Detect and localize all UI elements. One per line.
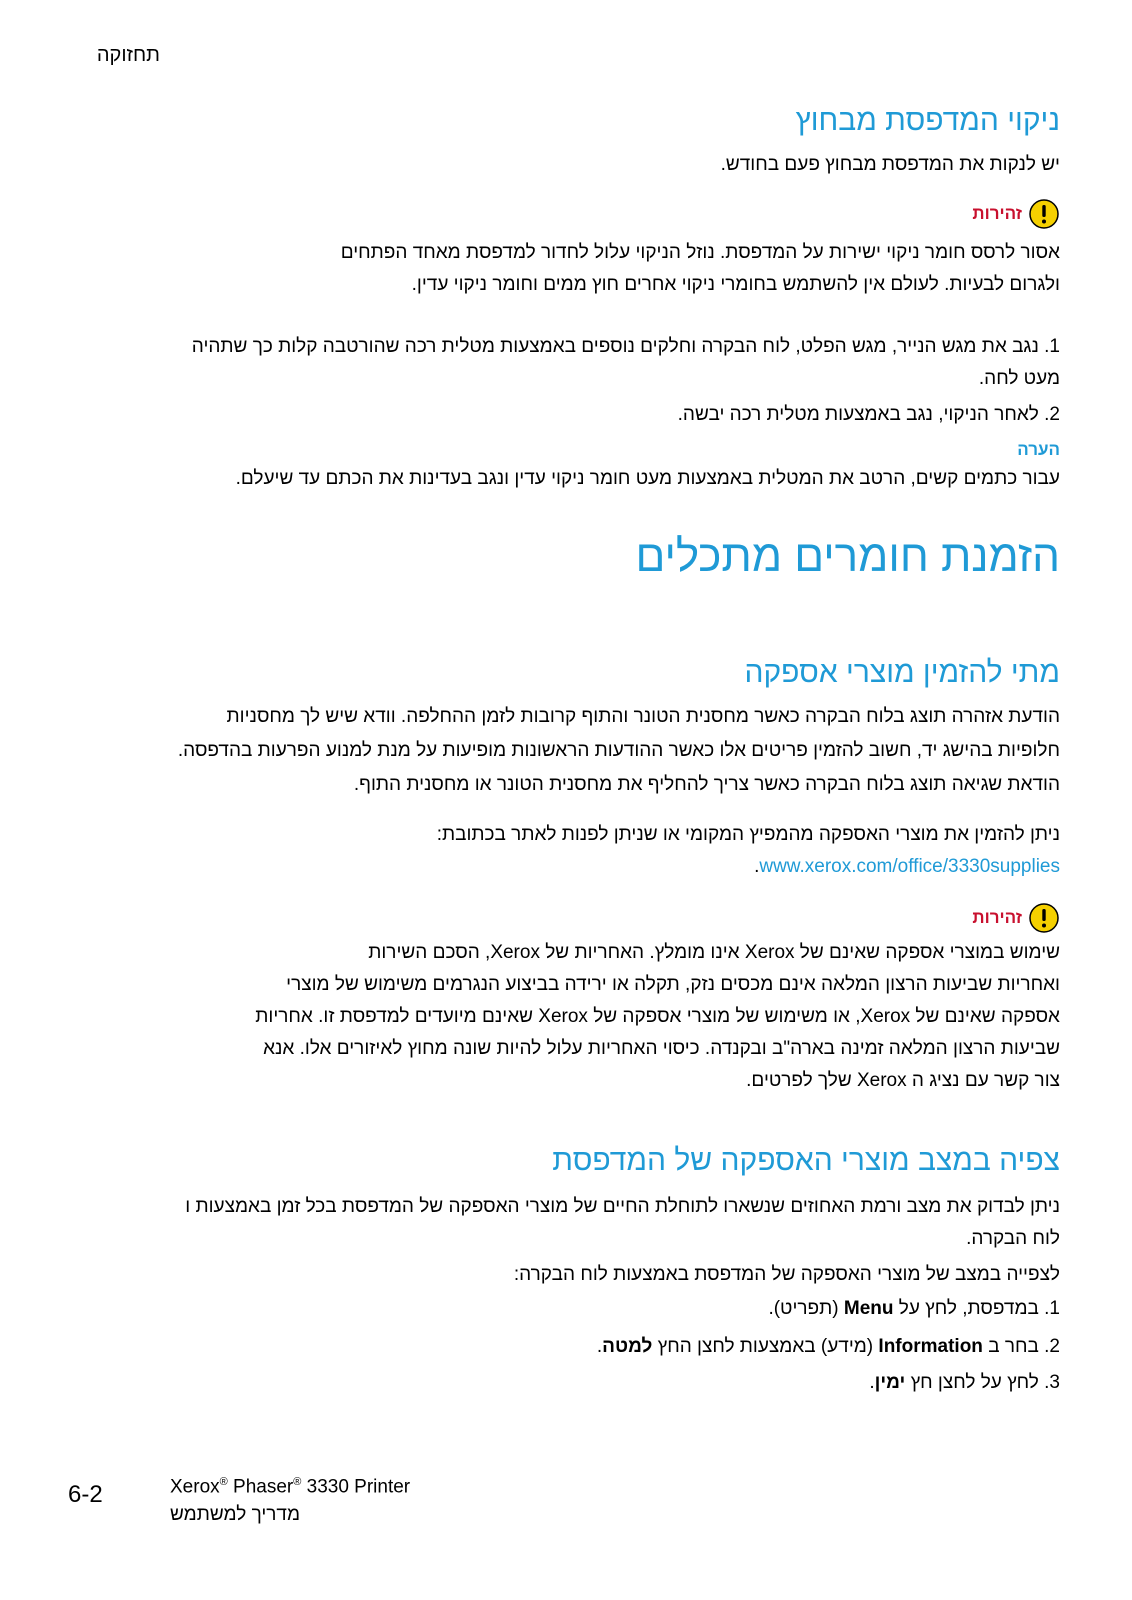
status-text: לוח הבקרה. [966,1228,1060,1249]
down-arrow-label: למטה [602,1336,653,1357]
ordering-order-text: ניתן להזמין את מוצרי האספקה מהמפיץ המקומי או שניתן לפנות לאתר בכתובת: [436,824,1060,845]
cleaning-note-text: עבור כתמים קשים, הרטב את המטלית באמצעות מעט חומר ניקוי עדין ונגב בעדינות את הכתם עד שיעלם. [235,468,1060,489]
registered-mark: ® [293,1476,302,1488]
warning-icon [1028,198,1060,230]
ordering-warning-line: שימוש במוצרי אספקה שאינם של Xerox אינו מומלץ. האחריות של Xerox, הסכם השירות [368,942,1060,963]
status-step-2 [70,1330,1060,1364]
right-arrow-label: ימין [874,1372,906,1393]
page-number: 6-2 [68,1481,103,1508]
registered-mark: ® [219,1476,228,1488]
cleaning-warning-line: אסור לרסס חומר ניקוי ישירות על המדפסת. נוזל הניקוי עלול לחדור למדפסת מאחד הפתחים [340,242,1060,263]
ordering-warning-line: צור קשר עם נציג ה Xerox שלך לפרטים. [746,1070,1060,1091]
step-text: . [869,1372,875,1393]
step-text: 1. במדפסת, לחץ על [893,1298,1060,1319]
cleaning-step-1-cont: מעט לחה. [978,368,1060,389]
ordering-warning-line: אספקה שאינם של Xerox, או משימוש של מוצרי אספקה של Xerox שאינם מיועדים למדפסת זו. אחריות [255,1006,1060,1027]
section-title-cleaning: ניקוי המדפסת מבחוץ [795,104,1060,137]
footer-brand: Xerox [170,1476,220,1498]
ordering-text: חלופיות בהישג יד, חשוב להזמין פריטים אלו כאשר ההודעות הראשונות מופיעות על מנת למנוע הפרעות בהדפסה. [177,740,1060,761]
cleaning-step-2: 2. לאחר הניקוי, נגב באמצעות מטלית רכה יבשה. [677,404,1060,425]
warning-icon [1028,902,1060,934]
ordering-warning-line: ואחריות שביעות הרצון המלאה אינם מכסים נזק, תקלה או ירידה בביצוע הנגרמים משימוש של מוצרי [286,974,1060,995]
cleaning-intro: יש לנקות את המדפסת מבחוץ פעם בחודש. [720,154,1060,175]
status-text: ניתן לבדוק את מצב ורמת האחוזים שנשארו לתוחלת החיים של מוצרי האספקה של המדפסת בכל זמן באמצעות ו [185,1196,1060,1217]
chapter-title: הזמנת חומרים מתכלים [635,532,1060,581]
status-step-3 [70,1366,1060,1400]
menu-key-label: Menu [843,1298,894,1319]
ordering-warning-line: שביעות הרצון המלאה זמינה בארה"ב ובקנדה. כיסוי האחריות עלול להיות שונה מחוץ לאיזורים אלו. אנא [263,1038,1060,1059]
footer-subtitle: מדריך למשתמש [170,1504,301,1525]
warning-label: זהירות [972,204,1022,223]
link-suffix: . [754,856,760,877]
cleaning-step-1: 1. נגב את מגש הנייר, מגש הפלט, לוח הבקרה וחלקים נוספים באמצעות מטלית רכה שהורטבה קלות כך שתהיה [191,336,1060,357]
section-title-status: צפיה במצב מוצרי האספקה של המדפסת [552,1144,1060,1177]
note-label: הערה [1017,440,1060,459]
step-text: . [596,1336,603,1357]
section-title-ordering: מתי להזמין מוצרי אספקה [744,656,1060,689]
footer-model: 3330 Printer [306,1476,411,1498]
ordering-text: הודעת אזהרה תוצג בלוח הבקרה כאשר מחסנית הטונר והתוף קרובות לזמן ההחלפה. וודא שיש לך מחסניות [226,706,1060,727]
step-text: 3. לחץ על לחצן חץ [905,1372,1060,1393]
cleaning-warning-line: ולגרום לבעיות. לעולם אין להשתמש בחומרי ניקוי אחרים חוץ ממים וחומר ניקוי עדין. [411,274,1060,295]
ordering-text: הודאת שגיאה תוצג בלוח הבקרה כאשר צריך להחליף את מחסנית הטונר או מחסנית התוף. [353,774,1060,795]
step-text: (תפריט). [768,1298,844,1319]
ordering-warning-header [972,902,1060,934]
footer-product [170,1476,410,1498]
running-header: תחזוקה [96,44,160,66]
information-key-label: Information [878,1336,983,1357]
status-text: לצפייה במצב של מוצרי האספקה של המדפסת באמצעות לוח הבקרה: [513,1264,1060,1285]
supplies-link-line [70,850,1060,884]
status-step-1 [70,1292,1060,1326]
warning-label: זהירות [972,908,1022,927]
supplies-link[interactable]: www.xerox.com/office/3330supplies [759,856,1060,877]
step-text: (מידע) באמצעות לחצן החץ [652,1336,879,1357]
step-text: 2. בחר ב [982,1336,1060,1357]
footer-product-name: Phaser [233,1476,294,1498]
cleaning-warning-header [972,198,1060,230]
